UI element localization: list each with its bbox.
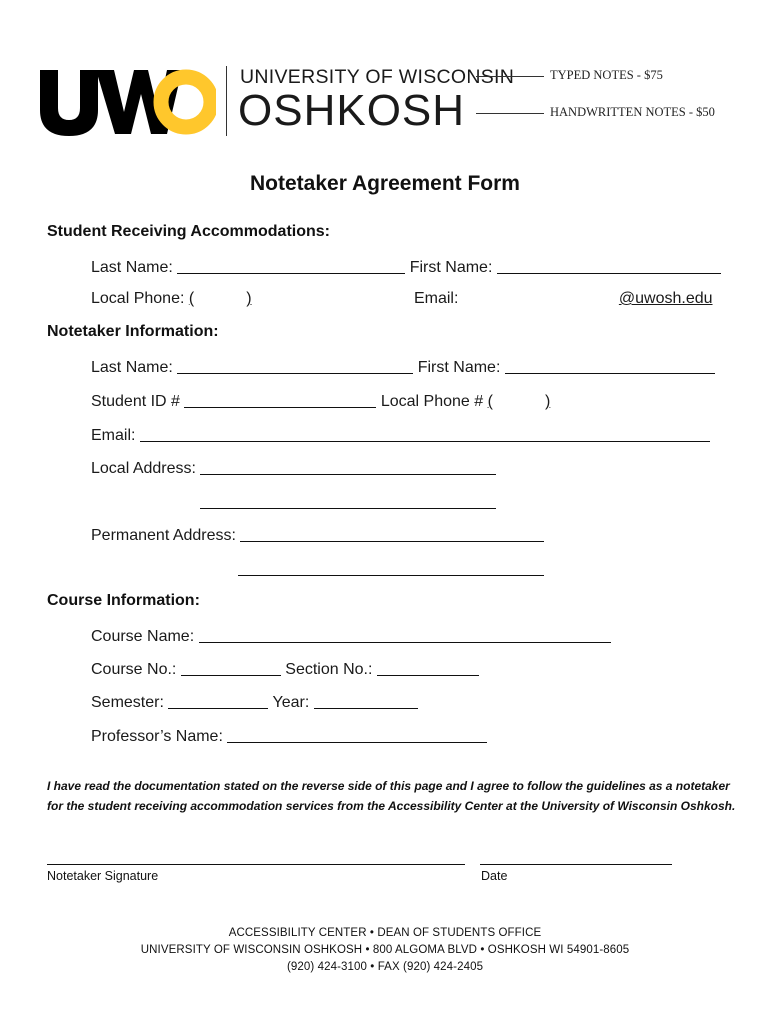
permanent-address-field-2[interactable] <box>238 559 544 576</box>
local-address-field-2[interactable] <box>200 492 496 509</box>
student-last-name-field[interactable] <box>177 257 405 274</box>
semester-row <box>91 692 418 712</box>
section-no-label: Section No.: <box>285 661 373 678</box>
phone-close-paren: ) <box>246 290 252 307</box>
permanent-address-field-1[interactable] <box>240 525 544 542</box>
footer-address-line: UNIVERSITY OF WISCONSIN OSHKOSH • 800 ALGOMA BLVD • OSHKOSH WI 54901-8605 <box>140 944 630 956</box>
date-field[interactable] <box>480 864 672 865</box>
student-email-label: Email: <box>413 290 459 307</box>
student-first-name-label: First Name: <box>409 259 493 276</box>
handwritten-notes-option <box>476 105 715 120</box>
uwo-logo <box>36 62 216 138</box>
course-name-label: Course Name: <box>91 628 195 645</box>
notetaker-phone-field[interactable] <box>488 393 707 410</box>
agreement-statement: I have read the documentation stated on the reverse side of this page and I agree to follow the guidelines as a notetaker for the student receiving accommodation services from the Accessibility Center at the University of Wisconsin Oshkosh. <box>47 779 736 813</box>
university-name-line2: OSHKOSH <box>238 86 466 135</box>
student-section-heading: Student Receiving Accommodations: <box>47 223 330 240</box>
logo-letter-o <box>161 77 211 127</box>
student-contact-row <box>91 290 713 308</box>
student-id-label: Student ID # <box>91 393 180 410</box>
course-number-row <box>91 659 479 679</box>
local-address-row <box>91 458 496 478</box>
typed-notes-label: TYPED NOTES - $75 <box>550 68 663 82</box>
notetaker-signature-field[interactable] <box>47 864 465 865</box>
course-no-field[interactable] <box>181 659 281 676</box>
permanent-address-row <box>91 525 544 545</box>
professor-row <box>91 726 487 746</box>
professor-field[interactable] <box>227 726 487 743</box>
phone-open-paren: ( <box>188 290 195 307</box>
email-domain: @uwosh.edu <box>618 290 713 307</box>
student-phone-label: Local Phone: <box>91 290 185 307</box>
local-address-row-2 <box>200 492 496 512</box>
year-label: Year: <box>272 694 310 711</box>
course-no-label: Course No.: <box>91 661 177 678</box>
course-section-heading: Course Information: <box>47 592 200 609</box>
professor-label: Professor’s Name: <box>91 728 223 745</box>
local-address-label: Local Address: <box>91 460 196 477</box>
date-label: Date <box>481 869 508 883</box>
typed-notes-checkline[interactable] <box>476 76 544 77</box>
student-phone-field[interactable] <box>189 290 410 307</box>
student-first-name-field[interactable] <box>497 257 721 274</box>
phone-close-paren: ) <box>544 393 551 410</box>
notetaker-last-name-field[interactable] <box>177 357 413 374</box>
notetaker-email-row <box>91 425 710 445</box>
signature-label: Notetaker Signature <box>47 869 159 883</box>
permanent-address-row-2 <box>238 559 544 579</box>
student-last-name-label: Last Name: <box>91 259 173 276</box>
semester-field[interactable] <box>168 692 268 709</box>
form-title: Notetaker Agreement Form <box>250 172 520 195</box>
notetaker-first-name-label: First Name: <box>417 359 501 376</box>
handwritten-notes-checkline[interactable] <box>476 113 544 114</box>
notetaker-phone-label: Local Phone # <box>380 393 484 410</box>
logo-letter-u <box>40 70 98 136</box>
year-field[interactable] <box>314 692 418 709</box>
footer-phone-line: (920) 424-3100 • FAX (920) 424-2405 <box>286 961 484 973</box>
university-name-line1: UNIVERSITY OF WISCONSIN <box>240 66 515 88</box>
notetaker-id-row <box>91 391 706 411</box>
notetaker-email-label: Email: <box>91 427 136 444</box>
header-divider <box>226 66 227 136</box>
notetaker-last-name-label: Last Name: <box>91 359 173 376</box>
notetaker-section-heading: Notetaker Information: <box>47 323 219 340</box>
phone-open-paren: ( <box>487 393 493 410</box>
section-no-field[interactable] <box>377 659 479 676</box>
handwritten-notes-label: HANDWRITTEN NOTES - $50 <box>550 105 715 119</box>
notetaker-email-field[interactable] <box>140 425 710 442</box>
semester-label: Semester: <box>91 694 164 711</box>
course-name-field[interactable] <box>199 626 611 643</box>
student-email-field[interactable] <box>463 290 713 307</box>
student-id-field[interactable] <box>184 391 376 408</box>
footer-office-line: ACCESSIBILITY CENTER • DEAN OF STUDENTS OFFICE <box>228 927 542 939</box>
local-address-field-1[interactable] <box>200 458 496 475</box>
notetaker-first-name-field[interactable] <box>505 357 715 374</box>
course-name-row <box>91 626 611 646</box>
permanent-address-label: Permanent Address: <box>91 527 236 544</box>
typed-notes-option <box>476 68 663 83</box>
notetaker-name-row <box>91 357 715 377</box>
student-name-row <box>91 257 721 277</box>
